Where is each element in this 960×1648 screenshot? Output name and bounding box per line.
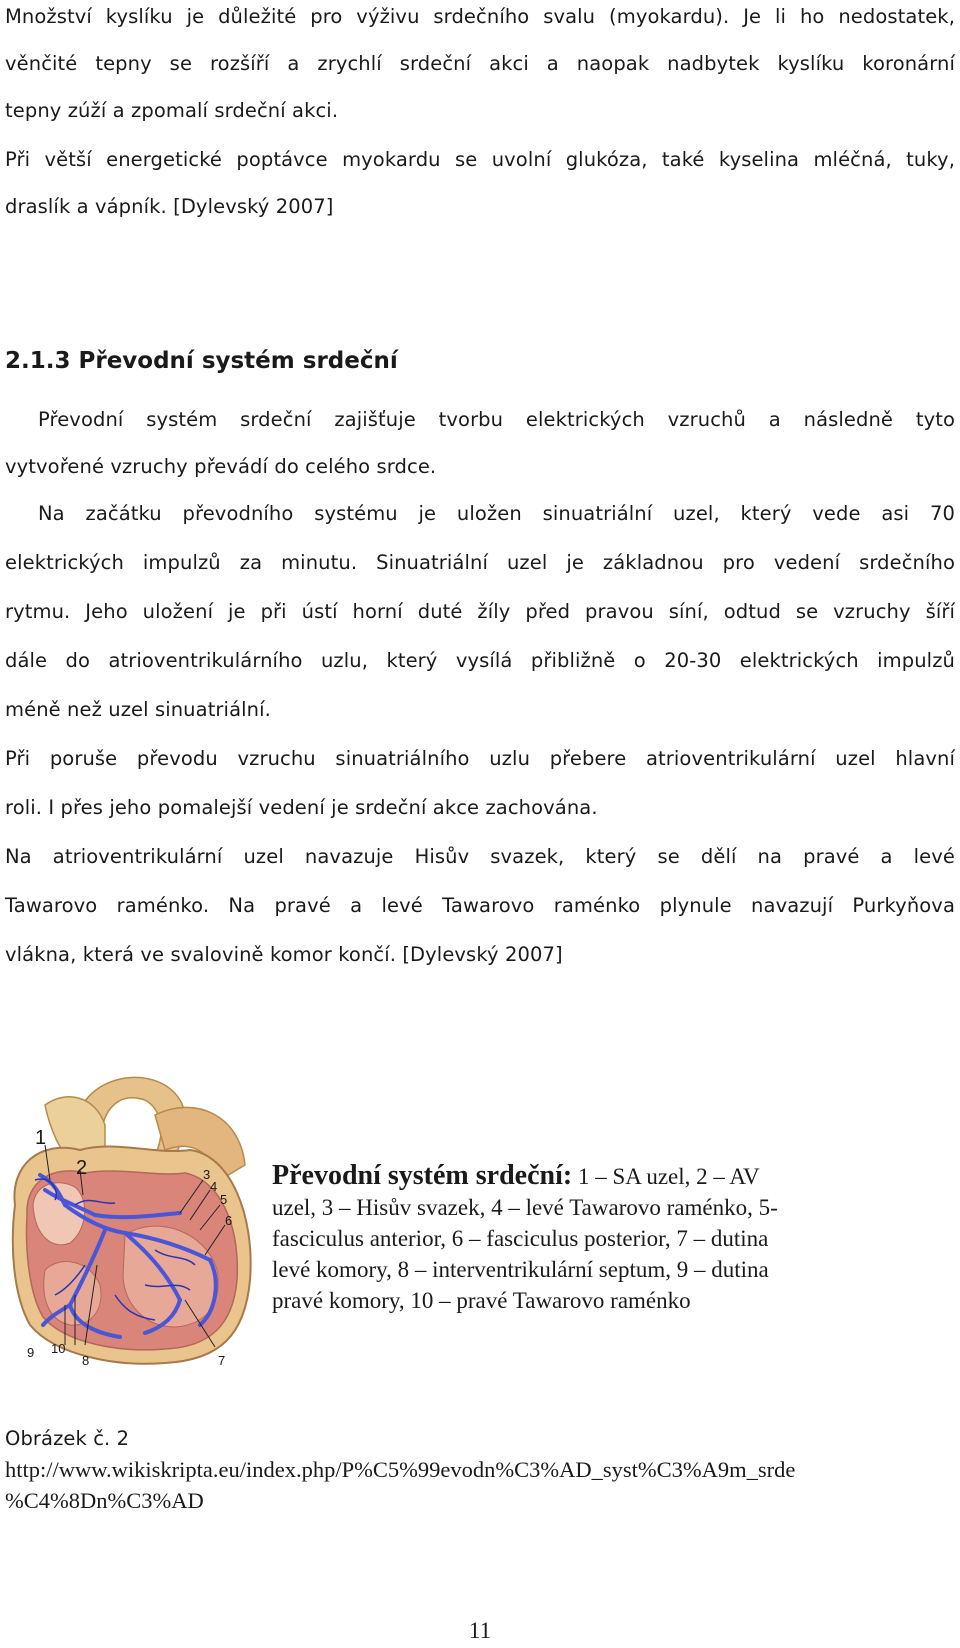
caption-line: fasciculus anterior, 6 – fasciculus posterior, 7 – dutina bbox=[272, 1226, 769, 1251]
body-text-line: Tawarovo raménko. Na pravé a levé Tawarovo raménko plynule navazují Purkyňova bbox=[5, 894, 955, 917]
figure-label: 8 bbox=[82, 1353, 90, 1368]
body-text-line: vlákna, která ve svalovině komor končí. [Dylevský 2007] bbox=[5, 943, 563, 966]
heart-illustration bbox=[5, 1055, 253, 1380]
figure-caption bbox=[272, 1160, 872, 1316]
caption-line: uzel, 3 – Hisův svazek, 4 – levé Tawarovo raménko, 5- bbox=[272, 1195, 778, 1220]
body-text-line: tepny zúží a zpomalí srdeční akci. bbox=[5, 99, 339, 122]
body-text-line: Na začátku převodního systému je uložen sinuatriální uzel, který vede asi 70 bbox=[38, 502, 955, 525]
body-text-line: vytvořené vzruchy převádí do celého srdce. bbox=[5, 455, 437, 478]
caption-title: Převodní systém srdeční: bbox=[272, 1160, 573, 1191]
figure-reference: Obrázek č. 2 bbox=[5, 1427, 130, 1450]
figure-label: 3 bbox=[203, 1167, 211, 1182]
body-text-line: draslík a vápník. [Dylevský 2007] bbox=[5, 195, 334, 218]
figure-label: 9 bbox=[27, 1345, 35, 1360]
figure-label: 4 bbox=[210, 1179, 218, 1194]
caption-line bbox=[272, 1160, 872, 1192]
caption-text: 1 – SA uzel, 2 – AV bbox=[572, 1164, 760, 1189]
body-text-line: Množství kyslíku je důležité pro výživu srdečního svalu (myokardu). Je li ho nedostatek, bbox=[5, 5, 955, 28]
body-text-line: dále do atrioventrikulárního uzlu, který vysílá přibližně o 20-30 elektrických impulzů bbox=[5, 649, 955, 672]
figure-label: 7 bbox=[218, 1353, 226, 1368]
body-text-line: roli. I přes jeho pomalejší vedení je srdeční akce zachována. bbox=[5, 796, 598, 819]
caption-line: pravé komory, 10 – pravé Tawarovo raménko bbox=[272, 1288, 691, 1313]
caption-line: levé komory, 8 – interventrikulární septum, 9 – dutina bbox=[272, 1257, 769, 1282]
source-url-line: %C4%8Dn%C3%AD bbox=[5, 1488, 204, 1513]
page-number: 11 bbox=[468, 1618, 492, 1643]
figure-label: 1 bbox=[35, 1127, 47, 1149]
body-text-line: Při větší energetické poptávce myokardu se uvolní glukóza, také kyselina mléčná, tuky, bbox=[5, 148, 955, 171]
figure-label: 10 bbox=[51, 1341, 66, 1356]
body-text-line: elektrických impulzů za minutu. Sinuatriální uzel je základnou pro vedení srdečního bbox=[5, 551, 955, 574]
figure-label: 6 bbox=[225, 1213, 233, 1228]
body-text-line: méně než uzel sinuatriální. bbox=[5, 698, 271, 721]
body-text-line: Při poruše převodu vzruchu sinuatriálního uzlu přebere atrioventrikulární uzel hlavní bbox=[5, 747, 955, 770]
body-text-line: Na atrioventrikulární uzel navazuje Hisův svazek, který se dělí na pravé a levé bbox=[5, 845, 955, 868]
body-text-line: věnčité tepny se rozšíří a zrychlí srdeční akci a naopak nadbytek kyslíku koronární bbox=[5, 52, 955, 75]
figure-label: 2 bbox=[76, 1157, 88, 1179]
body-text-line: Převodní systém srdeční zajišťuje tvorbu elektrických vzruchů a následně tyto bbox=[38, 408, 955, 431]
figure-label: 5 bbox=[220, 1192, 228, 1207]
heart-conduction-figure bbox=[5, 1055, 253, 1380]
section-heading: 2.1.3 Převodní systém srdeční bbox=[5, 348, 398, 374]
source-url-line: http://www.wikiskripta.eu/index.php/P%C5%99evodn%C3%AD_syst%C3%A9m_srde bbox=[5, 1457, 796, 1482]
body-text-line: rytmu. Jeho uložení je při ústí horní duté žíly před pravou síní, odtud se vzruchy šíří bbox=[5, 600, 955, 623]
